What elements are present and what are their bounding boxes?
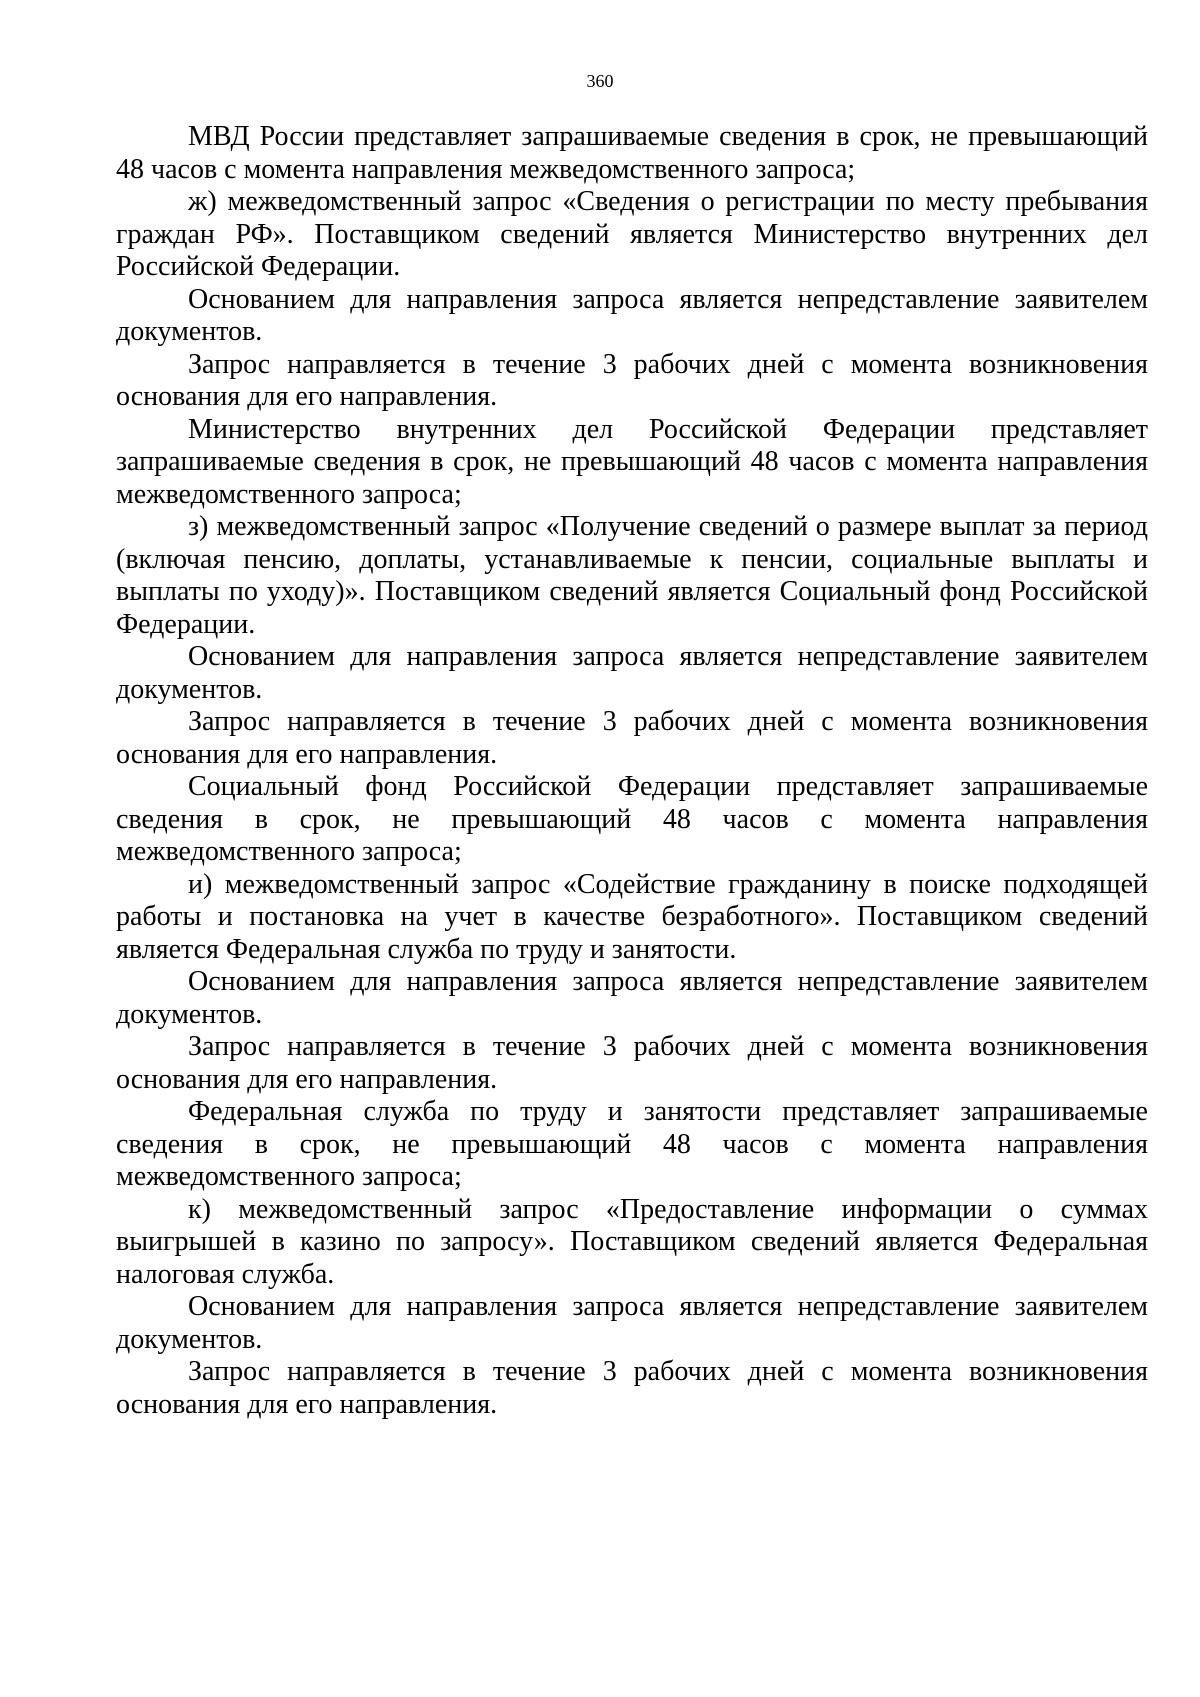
paragraph-grounds: Основанием для направления запроса является непредставление заявителем документов. (116, 283, 1148, 347)
paragraph-mvd-deadline: МВД России представляет запрашиваемые сведения в срок, не превышающий 48 часов с момента направления межведомственного запроса; (116, 121, 1148, 185)
paragraph-request-timing: Запрос направляется в течение 3 рабочих дней с момента возникновения основания для его направления. (116, 348, 1148, 412)
document-body (116, 121, 1148, 1421)
paragraph-request-zh: ж) межведомственный запрос «Сведения о регистрации по месту пребывания граждан РФ». Поставщиком сведений является Министерство внутренних дел Российской Федерации. (116, 186, 1148, 282)
paragraph-request-i: и) межведомственный запрос «Содействие гражданину в поиске подходящей работы и постановка на учет в качестве безработного». Поставщиком сведений является Федеральная служба по труду и занятости. (116, 868, 1148, 965)
page-number: 360 (586, 71, 614, 91)
paragraph-request-timing: Запрос направляется в течение 3 рабочих дней с момента возникновения основания для его направления. (116, 1356, 1148, 1420)
paragraph-request-timing: Запрос направляется в течение 3 рабочих дней с момента возникновения основания для его направления. (116, 706, 1148, 770)
paragraph-mvd-response: Министерство внутренних дел Российской Федерации представляет запрашиваемые сведения в срок, не превышающий 48 часов с момента направления межведомственного запроса; (116, 413, 1148, 510)
paragraph-request-timing: Запрос направляется в течение 3 рабочих дней с момента возникновения основания для его направления. (116, 1031, 1148, 1095)
paragraph-request-z: з) межведомственный запрос «Получение сведений о размере выплат за период (включая пенсию, доплаты, устанавливаемые к пенсии, социальные выплаты и выплаты по уходу)». Поставщиком сведений является Социальный фонд Российской Федерации. (116, 511, 1148, 640)
paragraph-grounds: Основанием для направления запроса является непредставление заявителем документов. (116, 966, 1148, 1030)
paragraph-sfr-response: Социальный фонд Российской Федерации представляет запрашиваемые сведения в срок, не превышающий 48 часов с момента направления межведомственного запроса; (116, 771, 1148, 867)
paragraph-request-k: к) межведомственный запрос «Предоставление информации о суммах выигрышей в казино по запросу». Поставщиком сведений является Федеральная налоговая служба. (116, 1193, 1148, 1290)
paragraph-grounds: Основанием для направления запроса является непредставление заявителем документов. (116, 641, 1148, 705)
paragraph-rostrud-response: Федеральная служба по труду и занятости представляет запрашиваемые сведения в срок, не превышающий 48 часов с момента направления межведомственного запроса; (116, 1096, 1148, 1192)
paragraph-grounds: Основанием для направления запроса является непредставление заявителем документов. (116, 1291, 1148, 1355)
